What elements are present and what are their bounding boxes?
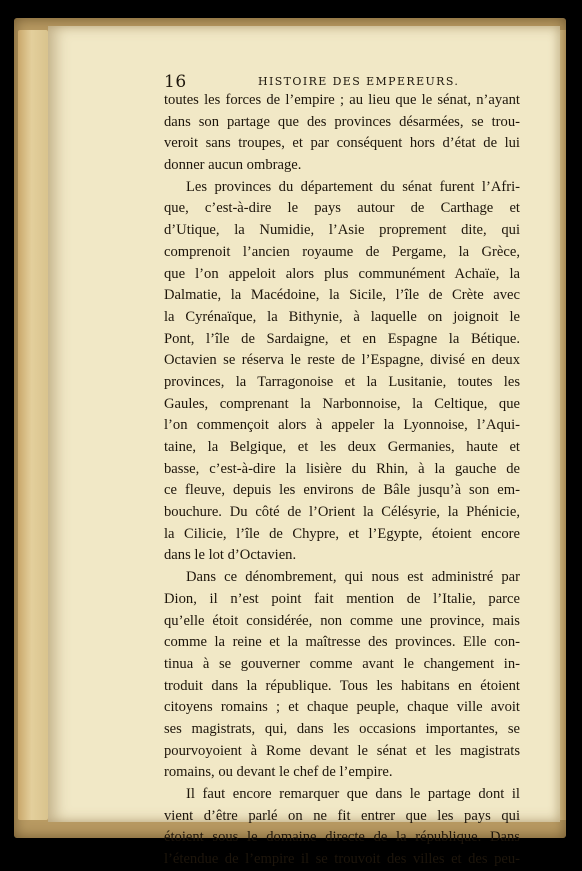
text-line: Gaules, comprenant la Narbonnoise, la Celtique, que — [164, 395, 520, 412]
text-line: Les provinces du département du sénat furent l’Afri- — [186, 178, 520, 195]
text-line: tinua à se gouverner comme avant le changement in- — [164, 655, 520, 672]
text-line: d’Utique, la Numidie, l’Asie proprement dite, qui — [164, 222, 520, 239]
text-line: comme la reine et la maîtresse des provinces. Elle con- — [164, 634, 520, 651]
text-line: Dion, il n’est point fait mention de l’Italie, parce — [164, 590, 520, 607]
text-line: vient d’être parlé on ne fit entrer que les pays qui — [164, 807, 520, 824]
body-text — [164, 90, 520, 871]
text-line: étoient sous le domaine directe de la république. Dans — [164, 829, 520, 846]
text-line: romains, ou devant le chef de l’empire. — [164, 764, 393, 781]
running-title: HISTOIRE DES EMPEREURS. — [258, 75, 460, 88]
text-line: taine, la Belgique, et les deux Germanies, haute et — [164, 439, 520, 455]
text-line: donner aucun ombrage. — [164, 157, 302, 174]
text-line: comprenoit l’ancien royaume de Pergame, la Grèce, — [164, 243, 520, 260]
text-line: pourvoyoient à Rome devant le sénat et les magistrats — [164, 742, 520, 759]
text-line: troduit dans la république. Tous les habitans en étoient — [164, 677, 520, 694]
text-line: Dalmatie, la Macédoine, la Sicile, l’île de Crète avec — [164, 287, 520, 304]
text-line: ce fleuve, depuis les environs de Bâle jusqu’à son em- — [164, 482, 520, 499]
text-line: que l’on appeloit alors plus communément Achaïe, la — [164, 265, 520, 282]
text-line: provinces, la Tarragonoise et la Lusitanie, toutes les — [164, 373, 520, 390]
text-line: dans son partage que des provinces désarmées, se trou- — [164, 113, 520, 130]
page-number: 16 — [164, 72, 187, 92]
text-line: bouchure. Du côté de l’Orient la Célésyrie, la Phénicie, — [164, 504, 520, 521]
text-line: dans le lot d’Octavien. — [164, 547, 297, 564]
text-line: la Cyrénaïque, la Bithynie, à laquelle on joignoit le — [164, 308, 520, 325]
text-line: toutes les forces de l’empire ; au lieu que le sénat, n’ayant — [164, 92, 520, 108]
text-line: l’on commençoit alors à appeler la Lyonnoise, l’Aqui- — [164, 417, 520, 434]
text-line: qu’elle étoit considérée, non comme une province, mais — [164, 612, 520, 629]
text-line: basse, c’est-à-dire la lisière du Rhin, à la gauche de — [164, 460, 520, 477]
text-line: l’étendue de l’empire il se trouvoit des villes et des peu- — [164, 851, 520, 868]
page-edge-strip — [18, 30, 48, 820]
text-line: que, c’est-à-dire le pays autour de Carthage et — [164, 200, 520, 217]
text-line: Dans ce dénombrement, qui nous est administré par — [186, 569, 520, 586]
text-line: ses magistrats, qui, dans les occasions importantes, se — [164, 720, 520, 737]
text-line: citoyens romains ; et chaque peuple, chaque ville avoit — [164, 699, 520, 716]
text-line: la Cilicie, l’île de Chypre, et l’Egypte, étoient encore — [164, 525, 520, 542]
text-line: Il faut encore remarquer que dans le partage dont il — [186, 786, 520, 802]
text-line: Pont, l’île de Sardaigne, et en Espagne la Bétique. — [164, 330, 520, 347]
text-line: veroit sans troupes, et par conséquent hors d’état de lui — [164, 135, 520, 152]
text-line: Octavien se réserva le reste de l’Espagne, divisé en deux — [164, 352, 520, 369]
